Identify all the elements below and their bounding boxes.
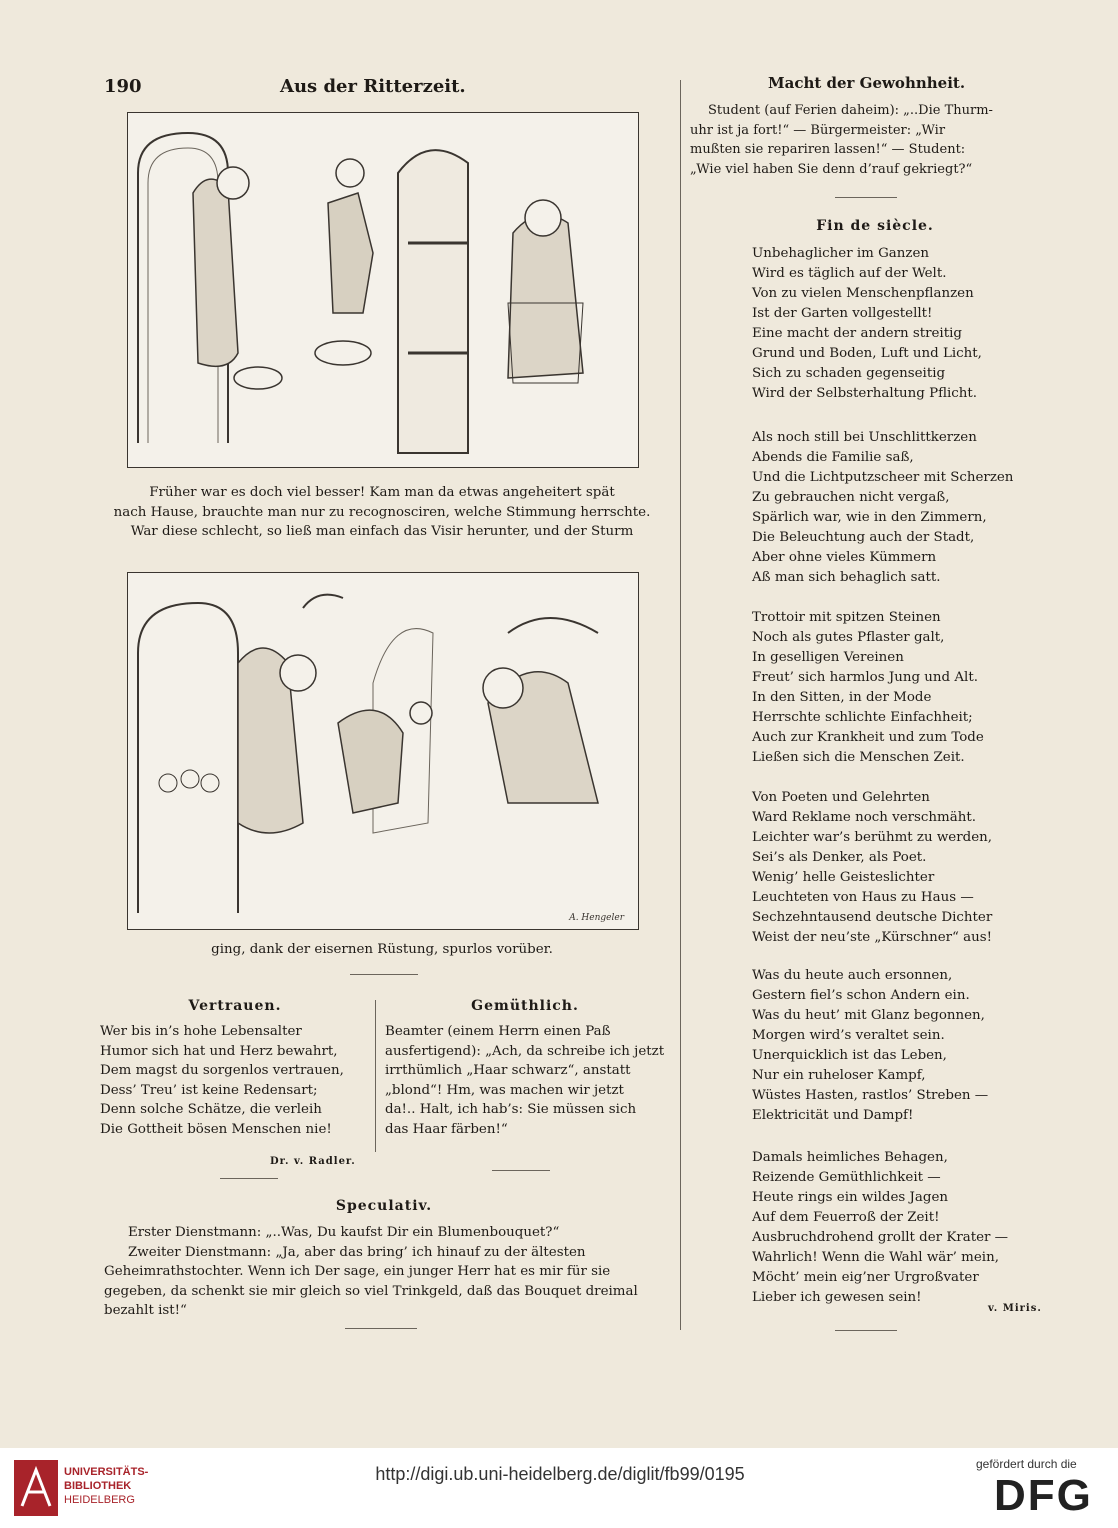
poem-line: Abends die Familie saß, bbox=[752, 450, 914, 465]
poem-line: Leuchteten von Haus zu Haus — bbox=[752, 890, 974, 905]
divider bbox=[220, 1178, 278, 1179]
dfg-logo: DFG bbox=[994, 1471, 1093, 1520]
text-line: uhr ist ja fort!“ — Bürgermeister: „Wir bbox=[690, 122, 946, 138]
fin-stanza-6 bbox=[752, 1148, 1052, 1308]
poem-line: Sich zu schaden gegenseitig bbox=[752, 366, 946, 381]
library-line: HEIDELBERG bbox=[64, 1494, 135, 1506]
text-line: bezahlt ist!“ bbox=[104, 1303, 187, 1319]
left-section-title: Aus der Ritterzeit. bbox=[280, 76, 466, 97]
poem-line: Heute rings ein wildes Jagen bbox=[752, 1190, 949, 1205]
poem-line: Leichter war’s berühmt zu werden, bbox=[752, 830, 992, 845]
poem-line: Von Poeten und Gelehrten bbox=[752, 790, 930, 805]
poem-line: In den Sitten, in der Mode bbox=[752, 690, 932, 705]
library-line: UNIVERSITÄTS- bbox=[64, 1466, 149, 1478]
document-url-link[interactable]: http://digi.ub.uni-heidelberg.de/diglit/fb99/0195 bbox=[375, 1464, 745, 1484]
poem-line: Noch als gutes Pflaster galt, bbox=[752, 630, 945, 645]
gemuethlich-title: Gemüthlich. bbox=[471, 998, 579, 1014]
divider bbox=[345, 1328, 417, 1329]
poem-line: Die Beleuchtung auch der Stadt, bbox=[752, 530, 975, 545]
vertrauen-author: Dr. v. Radler. bbox=[270, 1156, 356, 1167]
text-line: „Wie viel haben Sie denn d’rauf gekriegt?“ bbox=[690, 161, 973, 177]
poem-line: Aber ohne vieles Kümmern bbox=[752, 550, 937, 565]
caption-1-line: Früher war es doch viel besser! Kam man da etwas angeheitert spät bbox=[149, 485, 615, 500]
text-line: da!.. Halt, ich hab’s: Sie müssen sich bbox=[385, 1102, 637, 1118]
text-line: irrthümlich „Haar schwarz“, anstatt bbox=[385, 1063, 631, 1079]
fin-title: Fin de siècle. bbox=[816, 218, 934, 234]
footer-bar bbox=[0, 1448, 1118, 1528]
poem-line: In geselligen Vereinen bbox=[752, 650, 904, 665]
fin-stanza-1 bbox=[752, 244, 1052, 404]
text-line: ausfertigend): „Ach, da schreibe ich jetzt bbox=[385, 1043, 665, 1059]
poem-line: Wird es täglich auf der Welt. bbox=[752, 266, 947, 281]
artist-signature: A. Hengeler bbox=[569, 913, 624, 923]
library-logo-icon bbox=[14, 1460, 58, 1516]
fin-stanza-3 bbox=[752, 608, 1052, 768]
poem-line: Unerquicklich ist das Leben, bbox=[752, 1048, 947, 1063]
text-line: Geheimrathstochter. Wenn ich Der sage, ein junger Herr hat es mir für sie bbox=[104, 1264, 611, 1280]
illustration-knight-door bbox=[127, 112, 639, 468]
poem-line: Auf dem Feuerroß der Zeit! bbox=[752, 1210, 940, 1225]
poem-line: Wahrlich! Wenn die Wahl wär’ mein, bbox=[752, 1250, 999, 1265]
poem-line: Reizende Gemüthlichkeit — bbox=[752, 1170, 941, 1185]
cartoon-drawing-2 bbox=[128, 573, 638, 929]
text-line: Zweiter Dienstmann: „Ja, aber das bring’ ich hinauf zu der ältesten bbox=[128, 1244, 586, 1260]
text-line: das Haar färben!“ bbox=[385, 1121, 508, 1137]
poem-line: Unbehaglicher im Ganzen bbox=[752, 246, 930, 261]
fin-stanza-4 bbox=[752, 788, 1052, 948]
divider bbox=[835, 197, 897, 198]
poem-line: Morgen wird’s veraltet sein. bbox=[752, 1028, 945, 1043]
poem-line: Ausbruchdrohend grollt der Krater — bbox=[752, 1230, 1009, 1245]
caption-1-line: nach Hause, brauchte man nur zu recognosciren, welche Stimmung herrschte. bbox=[113, 504, 651, 520]
funded-by-text: gefördert durch die bbox=[976, 1457, 1077, 1471]
poem-line: Aß man sich behaglich satt. bbox=[752, 570, 941, 585]
divider bbox=[492, 1170, 550, 1171]
poem-line: Wüstes Hasten, rastlos’ Streben — bbox=[752, 1088, 989, 1103]
poem-line: Gestern fiel’s schon Andern ein. bbox=[752, 988, 970, 1003]
caption-2: ging, dank der eisernen Rüstung, spurlos vorüber. bbox=[211, 942, 553, 957]
text-line: Beamter (einem Herrn einen Paß bbox=[385, 1024, 611, 1039]
text-line: gegeben, da schenkt sie mir gleich so viel Trinkgeld, daß das Bouquet dreimal bbox=[104, 1283, 638, 1299]
caption-1-line: War diese schlecht, so ließ man einfach das Visir herunter, und der Sturm bbox=[130, 524, 634, 540]
poem-line: Eine macht der andern streitig bbox=[752, 326, 962, 341]
poem-line: Und die Lichtputzscheer mit Scherzen bbox=[752, 470, 1014, 485]
library-name bbox=[64, 1465, 148, 1507]
library-logo-mark-icon bbox=[14, 1460, 58, 1516]
poem-line: Sechzehntausend deutsche Dichter bbox=[752, 910, 993, 925]
poem-line: Ist der Garten vollgestellt! bbox=[752, 306, 933, 321]
poem-line: Die Gottheit bösen Menschen nie! bbox=[100, 1121, 332, 1137]
poem-line: Als noch still bei Unschlittkerzen bbox=[752, 430, 977, 445]
right-section-title: Macht der Gewohnheit. bbox=[768, 74, 966, 92]
poem-line: Denn solche Schätze, die verleih bbox=[100, 1102, 322, 1118]
poem-line: Nur ein ruheloser Kampf, bbox=[752, 1068, 926, 1083]
text-line: Erster Dienstmann: „..Was, Du kaufst Dir ein Blumenbouquet?“ bbox=[128, 1225, 560, 1240]
poem-line: Spärlich war, wie in den Zimmern, bbox=[752, 510, 987, 525]
poem-line: Freut’ sich harmlos Jung und Alt. bbox=[752, 670, 978, 685]
illustration-whipping-scene bbox=[127, 572, 639, 930]
poem-line: Wenig’ helle Geisteslichter bbox=[752, 870, 935, 885]
poem-line: Dem magst du sorgenlos vertrauen, bbox=[100, 1063, 344, 1079]
poem-line: Zu gebrauchen nicht vergaß, bbox=[752, 490, 950, 505]
text-line: Student (auf Ferien daheim): „..Die Thurm- bbox=[708, 103, 993, 118]
fin-author: v. Miris. bbox=[988, 1303, 1042, 1314]
poem-line: Weist der neu’ste „Kürschner“ aus! bbox=[752, 930, 992, 945]
poem-line: Damals heimliches Behagen, bbox=[752, 1150, 948, 1165]
fin-stanza-5 bbox=[752, 966, 1052, 1126]
poem-line: Sei’s als Denker, als Poet. bbox=[752, 850, 927, 865]
poem-line: Herrschte schlichte Einfachheit; bbox=[752, 710, 973, 725]
poem-line: Grund und Boden, Luft und Licht, bbox=[752, 346, 982, 361]
poem-line: Was du heut’ mit Glanz begonnen, bbox=[752, 1008, 985, 1023]
text-line: mußten sie repariren lassen!“ — Student: bbox=[690, 142, 966, 158]
cartoon-drawing-1 bbox=[128, 113, 638, 467]
poem-line: Dess’ Treu’ ist keine Redensart; bbox=[100, 1082, 318, 1098]
speculativ-text bbox=[104, 1223, 664, 1321]
poem-line: Möcht’ mein eig’ner Urgroßvater bbox=[752, 1270, 979, 1285]
library-line: BIBLIOTHEK bbox=[64, 1480, 132, 1492]
poem-line: Humor sich hat und Herz bewahrt, bbox=[100, 1043, 338, 1059]
text-line: „blond“! Hm, was machen wir jetzt bbox=[385, 1082, 624, 1098]
caption-1 bbox=[104, 483, 660, 542]
vertrauen-poem bbox=[100, 1022, 370, 1140]
gemuethlich-text bbox=[385, 1022, 665, 1140]
column-divider-small bbox=[375, 1000, 376, 1152]
fin-stanza-2 bbox=[752, 428, 1052, 588]
poem-line: Von zu vielen Menschenpflanzen bbox=[752, 286, 974, 301]
poem-line: Was du heute auch ersonnen, bbox=[752, 968, 953, 983]
speculativ-title: Speculativ. bbox=[335, 1198, 433, 1214]
poem-line: Wird der Selbsterhaltung Pflicht. bbox=[752, 386, 978, 401]
poem-line: Ließen sich die Menschen Zeit. bbox=[752, 750, 965, 765]
poem-line: Ward Reklame noch verschmäht. bbox=[752, 810, 976, 825]
vertrauen-title: Vertrauen. bbox=[188, 998, 282, 1014]
divider bbox=[350, 974, 418, 975]
column-divider bbox=[680, 80, 681, 1330]
poem-line: Auch zur Krankheit und zum Tode bbox=[752, 730, 984, 745]
poem-line: Trottoir mit spitzen Steinen bbox=[752, 610, 941, 625]
divider bbox=[835, 1330, 897, 1331]
poem-line: Lieber ich gewesen sein! bbox=[752, 1290, 922, 1305]
poem-line: Elektricität und Dampf! bbox=[752, 1108, 914, 1123]
poem-line: Wer bis in’s hohe Lebensalter bbox=[100, 1024, 302, 1039]
page-number: 190 bbox=[104, 76, 142, 97]
macht-text bbox=[690, 101, 1060, 179]
